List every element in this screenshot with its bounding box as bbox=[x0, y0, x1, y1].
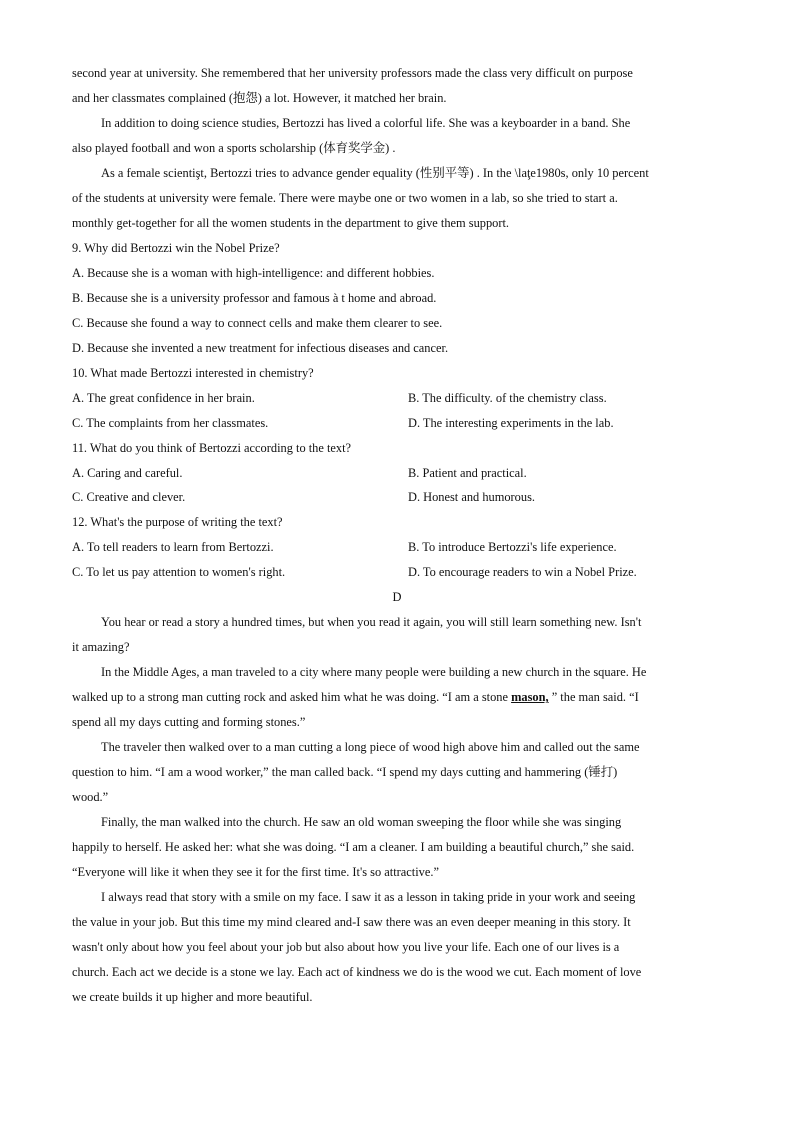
text-line: question to him. “I am a wood worker,” the man called back. “I spend my days cutting and hammering (锤打) bbox=[72, 765, 618, 780]
text-line: I always read that story with a smile on my face. I saw it as a lesson in taking pride in your work and seeing bbox=[101, 889, 636, 904]
highlighted-word-mason: mason, bbox=[511, 690, 549, 705]
question-12-row-1 bbox=[72, 535, 722, 560]
text-segment: ” the man said. “I bbox=[548, 690, 639, 705]
question-12-option-c: C. To let us pay attention to women's right. bbox=[72, 565, 286, 580]
question-11-row-1 bbox=[72, 461, 722, 486]
text-line: “Everyone will like it when they see it for the first time. It's so attractive.” bbox=[72, 865, 439, 879]
text-line: happily to herself. He asked her: what she was doing. “I am a cleaner. I am building a beautiful church,” she said. bbox=[72, 840, 635, 855]
text-line: we create builds it up higher and more beautiful. bbox=[72, 989, 313, 1004]
text-line: In addition to doing science studies, Bertozzi has lived a colorful life. She was a keyboarder in a band. She bbox=[101, 115, 631, 130]
text-line: You hear or read a story a hundred times, but when you read it again, you will still learn something new. Isn't bbox=[101, 615, 642, 630]
text-line: Finally, the man walked into the church. He saw an old woman sweeping the floor while she was singing bbox=[101, 815, 622, 830]
text-line: church. Each act we decide is a stone we lay. Each act of kindness we do is the wood we cut. Each moment of love bbox=[72, 964, 642, 979]
text-line: As a female scientişt, Bertozzi tries to advance gender equality (性别平等) . In the \laţe1980s, only 10 percent bbox=[101, 165, 649, 180]
section-heading: D bbox=[392, 590, 402, 605]
question-11-option-d: D. Honest and humorous. bbox=[408, 490, 535, 505]
text-line: also played football and won a sports scholarship (体育奖学金) . bbox=[72, 140, 396, 155]
question-11-option-c: C. Creative and clever. bbox=[72, 490, 186, 505]
question-11-option-b: B. Patient and practical. bbox=[408, 465, 527, 480]
question-10-row-2 bbox=[72, 411, 722, 436]
document-page bbox=[72, 61, 722, 1010]
question-10-option-b: B. The difficulty. of the chemistry class. bbox=[408, 390, 607, 405]
question-10-option-c: C. The complaints from her classmates. bbox=[72, 415, 269, 430]
question-9-option-d: D. Because she invented a new treatment for infectious diseases and cancer. bbox=[72, 340, 449, 355]
question-12-option-d: D. To encourage readers to win a Nobel Prize. bbox=[408, 565, 637, 580]
text-line: wood.” bbox=[72, 790, 109, 805]
text-line: it amazing? bbox=[72, 640, 130, 655]
question-12-option-a: A. To tell readers to learn from Bertozzi. bbox=[72, 540, 274, 555]
text-line: monthly get-together for all the women students in the department to give them support. bbox=[72, 215, 510, 230]
question-9-option-c: C. Because she found a way to connect cells and make them clearer to see. bbox=[72, 315, 443, 330]
text-line: of the students at university were female. There were maybe one or two women in a lab, so she tried to start a. bbox=[72, 190, 618, 205]
text-line: and her classmates complained (抱怨) a lot. However, it matched her brain. bbox=[72, 90, 447, 105]
text-line: second year at university. She remembered that her university professors made the class very difficult on purpose bbox=[72, 66, 633, 80]
question-10-stem: 10. What made Bertozzi interested in chemistry? bbox=[72, 365, 314, 380]
question-10-option-d: D. The interesting experiments in the lab. bbox=[408, 415, 614, 430]
question-12-option-b: B. To introduce Bertozzi's life experience. bbox=[408, 540, 617, 555]
question-10-row-1 bbox=[72, 386, 722, 411]
question-10-option-a: A. The great confidence in her brain. bbox=[72, 390, 255, 405]
question-11-stem: 11. What do you think of Bertozzi according to the text? bbox=[72, 440, 352, 455]
text-line: The traveler then walked over to a man cutting a long piece of wood high above him and called out the same bbox=[101, 740, 640, 755]
question-9-option-a: A. Because she is a woman with high-intelligence: and different hobbies. bbox=[72, 265, 435, 280]
question-11-option-a: A. Caring and careful. bbox=[72, 465, 183, 480]
text-line: In the Middle Ages, a man traveled to a city where many people were building a new church in the square. He bbox=[101, 665, 647, 680]
text-line: the value in your job. But this time my mind cleared and-I saw there was an even deeper meaning in this story. It bbox=[72, 914, 631, 929]
text-segment: walked up to a strong man cutting rock and asked him what he was doing. “I am a stone bbox=[72, 690, 512, 705]
text-line bbox=[72, 685, 722, 710]
question-9-option-b: B. Because she is a university professor and famous à t home and abroad. bbox=[72, 290, 437, 305]
text-line: wasn't only about how you feel about your job but also about how you live your life. Each one of our lives is a bbox=[72, 939, 620, 954]
question-11-row-2 bbox=[72, 485, 722, 510]
question-9-stem: 9. Why did Bertozzi win the Nobel Prize? bbox=[72, 240, 280, 255]
text-line: spend all my days cutting and forming stones.” bbox=[72, 715, 306, 730]
question-12-stem: 12. What's the purpose of writing the text? bbox=[72, 515, 283, 530]
question-12-row-2 bbox=[72, 560, 722, 585]
